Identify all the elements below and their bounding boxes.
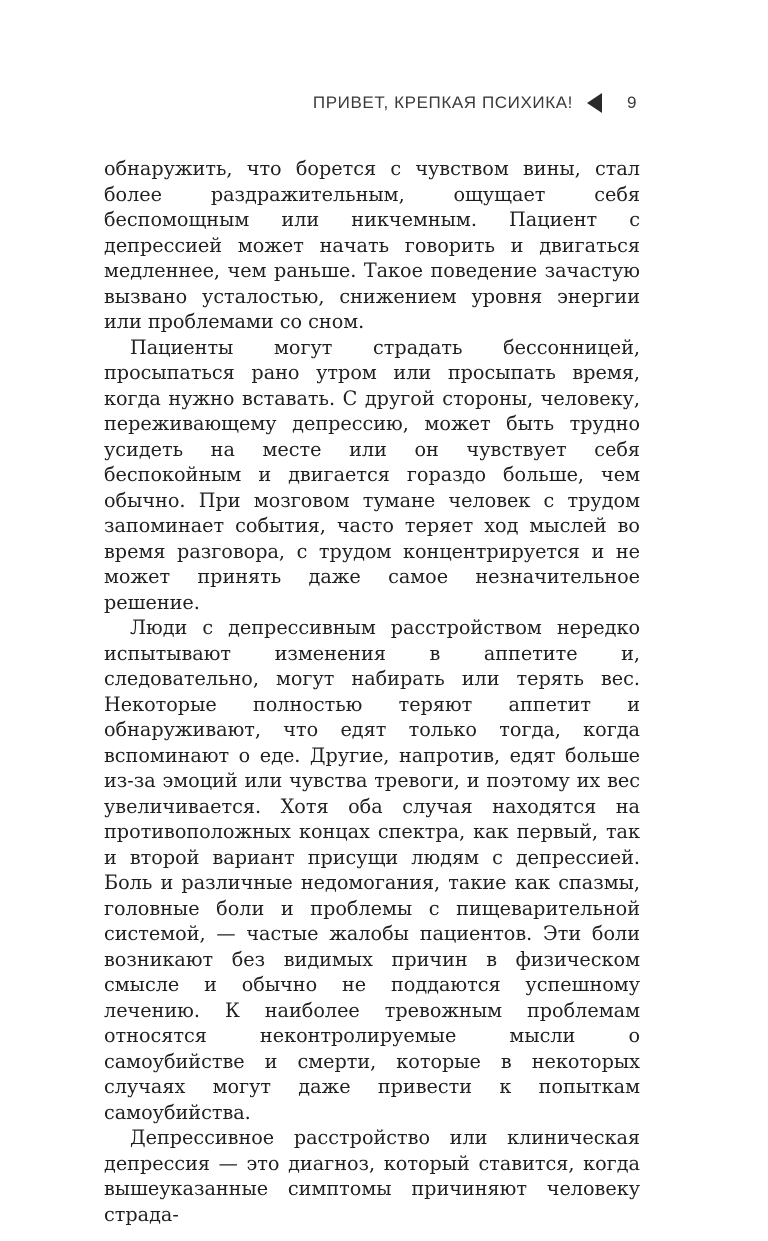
running-title: ПРИВЕТ, КРЕПКАЯ ПСИХИКА! xyxy=(312,93,573,112)
body-text xyxy=(104,156,640,1227)
triangle-left-icon xyxy=(587,93,602,113)
page-number: 9 xyxy=(627,93,637,112)
paragraph-2: Пациенты могут страдать бессонницей, просыпаться рано утром или просыпать время, когда нужно вставать. С другой стороны, человеку, переживающему депрессию, может быть трудно усидеть на месте или он чувствует себя беспокойным и двигается гораздо больше, чем обычно. При мозговом тумане человек с трудом запоминает события, часто теряет ход мыслей во время разговора, с трудом концентрируется и не может принять даже самое незначительное решение. xyxy=(104,335,640,614)
running-head xyxy=(313,90,616,116)
paragraph-1: обнаружить, что борется с чувством вины, стал более раздражительным, ощущает себя беспомощным или никчемным. Пациент с депрессией может начать говорить и двигаться медленнее, чем раньше. Такое поведение зачастую вызвано усталостью, снижением уровня энергии или проблемами со сном. xyxy=(104,157,640,333)
paragraph-3: Люди с депрессивным расстройством нередко испытывают изменения в аппетите и, следовательно, могут набирать или терять вес. Некоторые полностью теряют аппетит и обнаруживают, что едят только тогда, когда вспоминают о еде. Другие, напротив, едят больше из-за эмоций или чувства тревоги, и поэтому их вес увеличивается. Хотя оба случая находятся на противоположных концах спектра, как первый, так и второй вариант присущи людям с депрессией. Боль и различные недомогания, такие как спазмы, головные боли и проблемы с пищеварительной системой, — частые жалобы пациентов. Эти боли возникают без видимых причин в физическом смысле и обычно не поддаются успешному лечению. К наиболее тревожным проблемам относятся неконтролируемые мысли о самоубийстве и смерти, которые в некоторых случаях могут даже привести к попыткам самоубийства. xyxy=(104,616,640,1124)
paragraph-4: Депрессивное расстройство или клиническая депрессия — это диагноз, который ставится, когда вышеуказанные симптомы причиняют человеку страда- xyxy=(104,1126,640,1226)
